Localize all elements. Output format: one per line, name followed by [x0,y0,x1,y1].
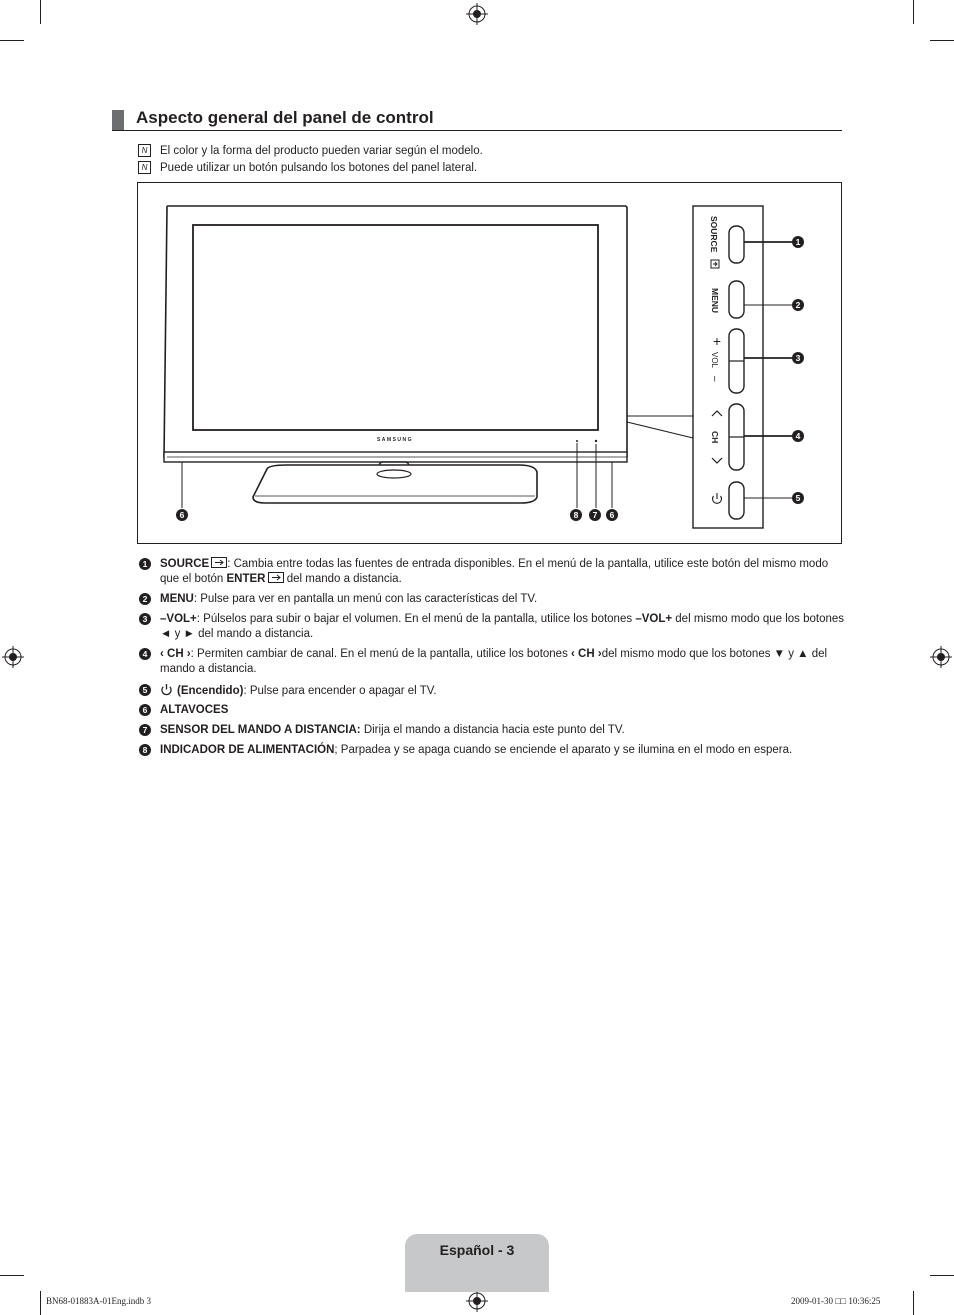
list-item [160,723,850,738]
item-term: INDICADOR DE ALIMENTACIÓN [160,744,335,756]
vol-label: VOL [710,352,719,369]
power-indicator [576,440,578,442]
callout-5: 5 [792,492,804,504]
section-title: Aspecto general del panel de control [136,108,434,127]
item-term: SOURCE [160,558,210,570]
item-text: : Pulse para ver en pantalla un menú con las características del TV. [193,593,538,605]
menu-button[interactable] [729,281,744,318]
vol-plus-label: + [712,333,722,349]
brand-logo: SAMSUNG [376,437,414,443]
item-number: 3 [139,613,151,625]
source-icon [211,557,227,568]
callout-7: 7 [589,509,601,521]
note-text: Puede utilizar un botón pulsando los botones del panel lateral. [160,161,478,174]
crop-mark [930,40,954,41]
item-text: del mando a distancia. [283,573,402,585]
item-text: : Cambia entre todas las fuentes de entrada disponibles. En el menú de la pantalla, utilice este botón del mismo modo que el botón [160,558,829,585]
callout-2: 2 [792,299,804,311]
menu-label: MENU [710,288,720,314]
enter-icon [268,572,284,583]
item-text: : Permiten cambiar de canal. En el menú de la pantalla, utilice los botones [190,648,572,660]
crop-mark [40,0,41,24]
item-text: : Púlselos para subir o bajar el volumen. En el menú de la pantalla, utilice los botones [196,613,636,625]
callout-1: 1 [792,236,804,248]
registration-mark-icon [466,3,488,25]
crop-mark [40,1291,41,1315]
item-text: del mismo modo que los botones ◄ y ► del mando a distancia. [160,613,845,640]
list-item [160,683,850,699]
ch-label: CH [710,431,720,444]
item-term: ENTER [226,573,266,585]
item-number: 5 [139,684,151,696]
vol-minus-label: – [709,376,720,382]
item-text: Dirija el mando a distancia hacia este punto del TV. [360,724,625,736]
tv-front [164,206,627,462]
tv-stand [253,462,537,503]
registration-mark-icon [930,646,952,668]
tv-diagram [137,182,842,544]
crop-mark [0,1275,24,1276]
vol-symbol: –VOL+ [160,613,197,625]
ch-symbol: ‹ CH › [571,648,602,660]
item-text: : Pulse para encender o apagar el TV. [243,685,437,697]
print-datetime: 2009-01-30 □□ 10:36:25 [791,1296,881,1306]
note-icon: N [138,144,151,157]
power-button[interactable] [729,482,744,519]
item-number: 2 [139,593,151,605]
item-number: 7 [139,724,151,736]
list-item [160,743,850,758]
note-line [138,161,477,174]
section-rule [112,130,842,131]
callout-3: 3 [792,352,804,364]
list-item [160,703,850,718]
remote-sensor [595,440,597,442]
ch-symbol: ‹ CH › [160,648,191,660]
crop-mark [913,1291,914,1315]
page-number: Español - 3 [439,1242,515,1258]
side-panel [693,206,763,528]
callout-8: 8 [570,509,582,521]
item-number: 4 [139,648,151,660]
callout-6-right: 6 [606,509,618,521]
note-text: El color y la forma del producto pueden variar según el modelo. [160,144,483,157]
list-item [160,557,850,587]
item-text: ; Parpadea y se apaga cuando se enciende el aparato y se ilumina en el modo en espera. [334,744,793,756]
item-term: SENSOR DEL MANDO A DISTANCIA: [160,724,361,736]
source-label: SOURCE [709,216,719,253]
list-item [160,592,850,607]
item-number: 8 [139,744,151,756]
crop-mark [930,1275,954,1276]
item-number: 1 [139,558,151,570]
power-icon [160,683,173,696]
print-file-info: BN68-01883A-01Eng.indb 3 [46,1296,151,1306]
section-bar [112,110,124,130]
list-item [160,647,850,677]
registration-mark-icon [466,1290,488,1312]
crop-mark [0,40,24,41]
note-line [138,144,483,157]
item-text: del mismo modo que los botones ▼ y ▲ del mando a distancia. [160,648,828,675]
item-term: ALTAVOCES [160,704,229,716]
registration-mark-icon [2,646,24,668]
source-button[interactable] [729,226,744,263]
callout-6-left: 6 [176,509,188,521]
item-number: 6 [139,704,151,716]
list-item [160,612,850,642]
item-term: MENU [160,593,194,605]
item-term: (Encendido) [177,685,244,697]
note-icon: N [138,161,151,174]
crop-mark [913,0,914,24]
callout-4: 4 [792,430,804,442]
vol-symbol: –VOL+ [635,613,673,625]
